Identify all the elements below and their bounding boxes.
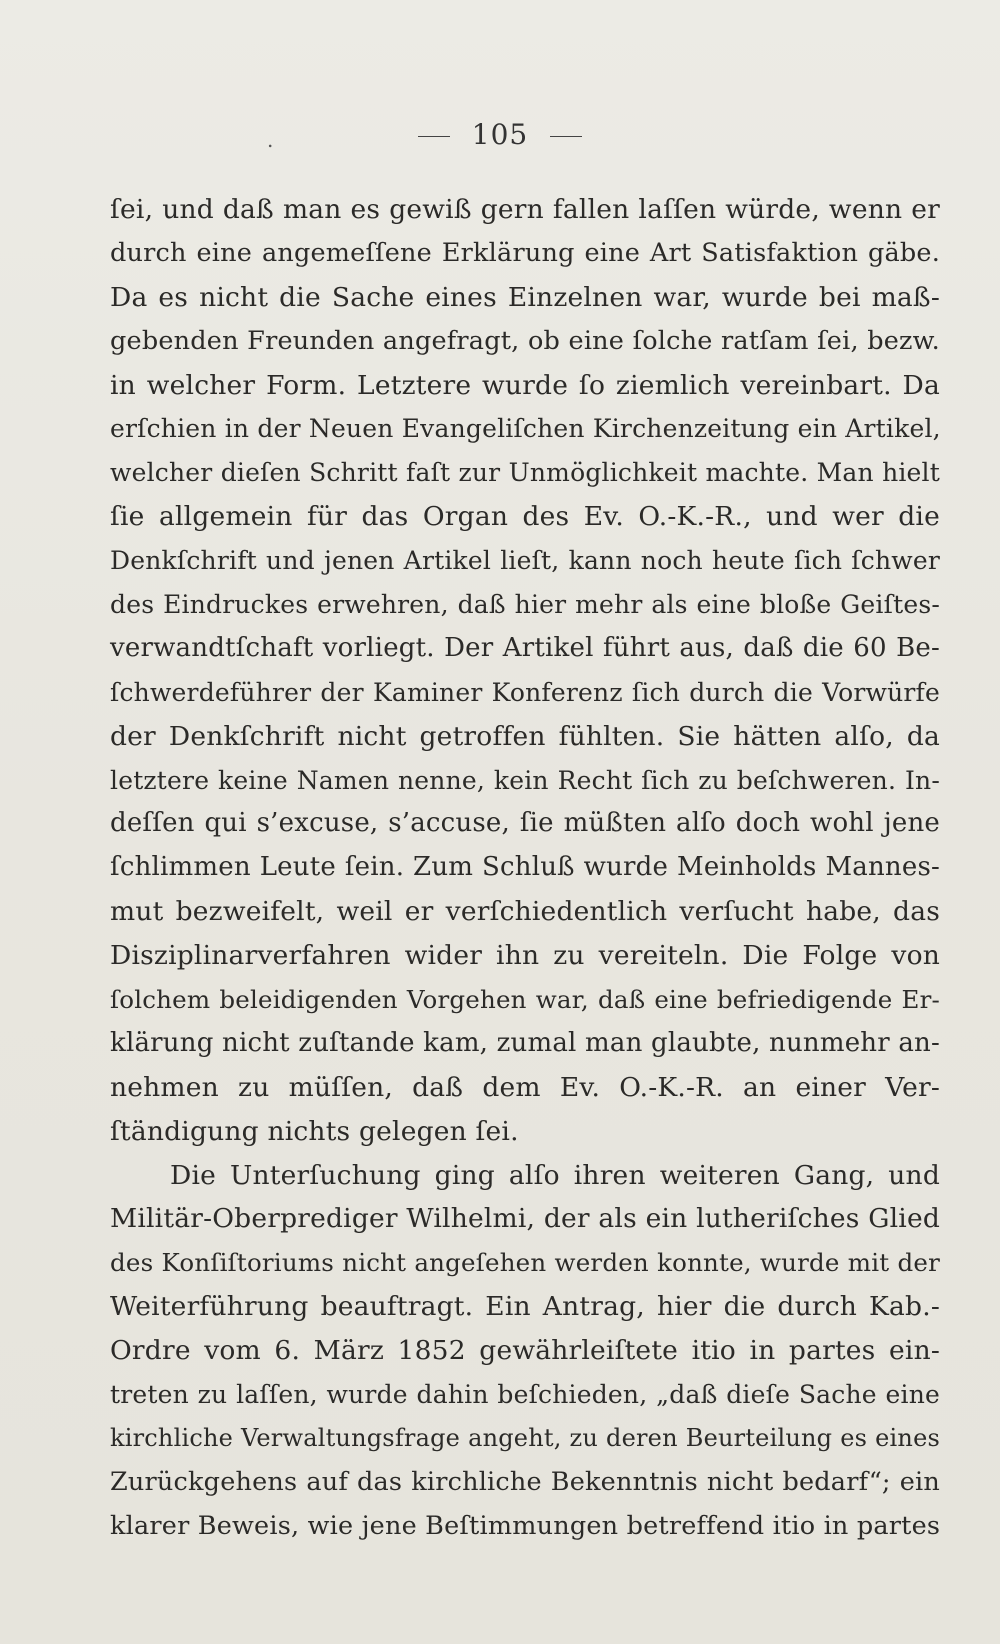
text-line: kirchliche Verwaltungsfrage angeht, zu deren Beurteilung es eines [110,1423,940,1452]
page-number: 105 [471,118,529,151]
text-line: mut bezweifelt, weil er verſchiedentlich verſucht habe, das [110,896,940,928]
text-line-paragraph-start: Die Unterſuchung ging alſo ihren weiteren Gang, und [170,1159,940,1191]
text-line: der Denkſchrift nicht getroffen fühlten. Sie hätten alſo, da [110,720,940,752]
text-line: Zurückgehens auf das kirchliche Bekenntnis nicht bedarf“; ein [110,1466,940,1497]
page-header [0,118,1000,151]
text-line: nehmen zu müſſen, daß dem Ev. O.-K.-R. an einer Ver- [110,1071,940,1103]
text-line: in welcher Form. Letztere wurde ſo ziemlich vereinbart. Da [110,369,940,401]
text-line: ſolchem beleidigenden Vorgehen war, daß eine befriedigende Er- [110,985,940,1015]
body-text [110,188,940,1549]
header-dash-left [418,136,450,137]
text-line: Ordre vom 6. März 1852 gewährleiſtete itio in partes ein- [110,1335,940,1367]
text-line: Disziplinarverfahren wider ihn zu vereiteln. Die Folge von [110,940,940,972]
text-line: Denkſchrift und jenen Artikel lieſt, kann noch heute ſich ſchwer [110,546,940,576]
text-line: des Konſiſtoriums nicht angeſehen werden konnte, wurde mit der [110,1248,940,1278]
text-line: welcher dieſen Schritt faſt zur Unmöglichkeit machte. Man hielt [110,458,940,488]
text-line: Weiterführung beauftragt. Ein Antrag, hier die durch Kab.- [110,1291,940,1323]
text-line: verwandtſchaft vorliegt. Der Artikel führt aus, daß die 60 Be- [110,632,940,663]
text-line: Militär-Oberprediger Wilhelmi, der als ein lutheriſches Glied [110,1203,940,1235]
text-line: Da es nicht die Sache eines Einzelnen war, wurde bei maß- [110,281,940,313]
text-line: ſtändigung nichts gelegen ſei. [110,1115,519,1147]
text-line: ſchwerdeführer der Kaminer Konferenz ſich durch die Vorwürfe [110,677,940,707]
text-line: deſſen qui s’excuse, s’accuse, ſie müßten alſo doch wohl jene [110,808,940,839]
text-line: klarer Beweis, wie jene Beſtimmungen betreffend itio in partes [110,1510,941,1541]
text-line: ſie allgemein für das Organ des Ev. O.-K.-R., und wer die [110,501,940,533]
text-line: klärung nicht zuſtande kam, zumal man glaubte, nunmehr an- [110,1027,940,1058]
text-line: des Eindruckes erwehren, daß hier mehr als eine bloße Geiſtes- [110,590,940,620]
text-line: gebenden Freunden angefragt, ob eine ſolche ratſam ſei, bezw. [110,325,940,356]
text-line: ſchlimmen Leute ſein. Zum Schluß wurde Meinholds Mannes- [110,852,940,883]
header-dash-right [550,136,582,137]
text-line: treten zu laſſen, wurde dahin beſchieden, „daß dieſe Sache eine [110,1380,940,1410]
text-line: ſei, und daß man es gewiß gern fallen laſſen würde, wenn er [110,194,940,225]
text-line: erſchien in der Neuen Evangeliſchen Kirchenzeitung ein Artikel, [110,414,941,444]
text-line: letztere keine Namen nenne, kein Recht ſich zu beſchweren. In- [110,765,940,795]
text-line: durch eine angemeſſene Erklärung eine Art Satisfaktion gäbe. [110,237,940,268]
header-dot: . [267,128,275,152]
